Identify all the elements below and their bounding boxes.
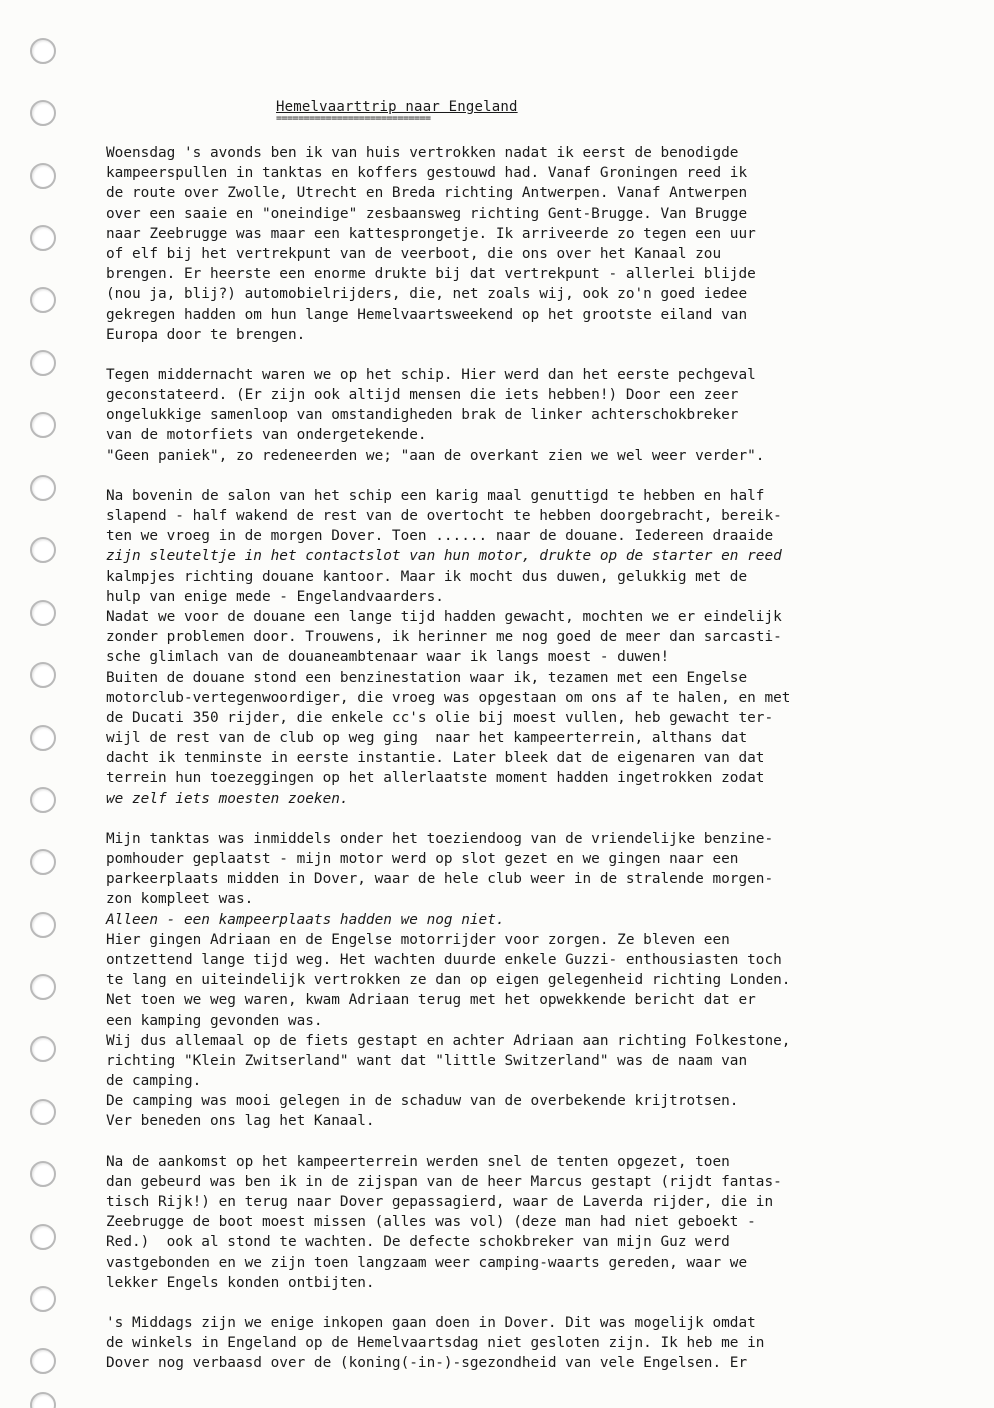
text-line: pomhouder geplaatst - mijn motor werd op slot gezet en we gingen naar een	[106, 851, 739, 867]
paragraph-gap	[106, 809, 946, 829]
paragraph	[106, 1313, 946, 1374]
binder-hole	[30, 1348, 56, 1374]
text-line: we zelf iets moesten zoeken.	[106, 790, 349, 807]
text-line: de winkels in Engeland op de Hemelvaartsdag niet gesloten zijn. Ik heb me in	[106, 1335, 765, 1352]
binder-hole	[30, 600, 56, 626]
text-line: sche glimlach van de douaneambtenaar waar ik langs moest - duwen!	[106, 649, 670, 666]
paragraph	[106, 486, 946, 809]
text-line: lekker Engels konden ontbijten.	[106, 1274, 375, 1291]
text-line: of elf bij het vertrekpunt van de veerboot, die ons over het Kanaal zou	[106, 245, 722, 262]
title-underline: ============================	[276, 113, 431, 124]
binder-hole	[30, 225, 56, 251]
text-line: Europa door te brengen.	[106, 326, 306, 343]
binder-hole	[30, 38, 56, 64]
text-line: terrein hun toezeggingen op het allerlaatste moment hadden ingetrokken zodat	[106, 770, 765, 787]
binder-hole	[30, 1392, 56, 1408]
text-line: geconstateerd. (Er zijn ook altijd mensen die iets hebben!) Door een zeer	[106, 387, 739, 404]
binder-hole	[30, 475, 56, 501]
paragraph-gap	[106, 345, 946, 365]
text-line: gekregen hadden om hun lange Hemelvaartsweekend op het grootste eiland van	[106, 306, 748, 323]
text-line: Na bovenin de salon van het schip een karig maal genuttigd te hebben en half	[106, 487, 765, 504]
binder-hole	[30, 1161, 56, 1187]
text-line: slapend - half wakend de rest van de overtocht te hebben doorgebracht, bereik-	[106, 508, 782, 524]
text-line: brengen. Er heerste een enorme drukte bij dat vertrekpunt - allerlei blijde	[106, 266, 756, 283]
text-line: Red.) ook al stond te wachten. De defecte schokbreker van mijn Guz werd	[106, 1234, 730, 1251]
paragraph-gap	[106, 1293, 946, 1313]
text-line: de Ducati 350 rijder, die enkele cc's olie bij moest vullen, heb gewacht ter-	[106, 709, 774, 726]
paragraph	[106, 365, 946, 466]
text-line: de route over Zwolle, Utrecht en Breda richting Antwerpen. Vanaf Antwerpen	[106, 185, 748, 202]
paragraph-gap	[106, 466, 946, 486]
text-line: "Geen paniek", zo redeneerden we; "aan de overkant zien we wel weer verder".	[106, 447, 765, 464]
text-line: een kamping gevonden was.	[106, 1012, 323, 1029]
text-line: richting "Klein Zwitserland" want dat "little Switzerland" was de naam van	[106, 1052, 748, 1069]
text-line: Hier gingen Adriaan en de Engelse motorrijder voor zorgen. Ze bleven een	[106, 931, 730, 948]
binder-hole	[30, 725, 56, 751]
binder-hole	[30, 787, 56, 813]
text-line: wijl de rest van de club op weg ging naar het kampeerterrein, althans dat	[106, 730, 748, 747]
text-line: Nadat we voor de douane een lange tijd hadden gewacht, mochten we er eindelijk	[106, 608, 782, 625]
text-line: zonder problemen door. Trouwens, ik herinner me nog goed de meer dan sarcasti-	[106, 629, 782, 646]
text-line: Woensdag 's avonds ben ik van huis vertrokken nadat ik eerst de benodigde	[106, 145, 739, 161]
paragraph	[106, 829, 946, 1132]
binder-hole	[30, 100, 56, 126]
paragraph-gap	[106, 1132, 946, 1152]
paragraph	[106, 1152, 946, 1293]
text-line: dan gebeurd was ben ik in de zijspan van de heer Marcus gestapt (rijdt fantas-	[106, 1173, 782, 1190]
text-line: (nou ja, blij?) automobielrijders, die, net zoals wij, ook zo'n goed iedee	[106, 286, 748, 303]
text-line: dacht ik tenminste in eerste instantie. Later bleek dat de eigenaren van dat	[106, 750, 765, 767]
binder-hole	[30, 287, 56, 313]
binder-hole	[30, 412, 56, 438]
binder-hole	[30, 912, 56, 938]
text-line: over een saaie en "oneindige" zesbaansweg richting Gent-Brugge. Van Brugge	[106, 205, 748, 222]
text-line: Mijn tanktas was inmiddels onder het toeziendoog van de vriendelijke benzine-	[106, 830, 774, 847]
text-line: Na de aankomst op het kampeerterrein werden snel de tenten opgezet, toen	[106, 1153, 730, 1170]
text-line: ontzettend lange tijd weg. Het wachten duurde enkele Guzzi- enthousiasten toch	[106, 951, 782, 968]
text-line: kalmpjes richting douane kantoor. Maar ik mocht dus duwen, gelukkig met de	[106, 568, 748, 585]
binder-hole	[30, 1286, 56, 1312]
text-line: Ver beneden ons lag het Kanaal.	[106, 1113, 375, 1130]
text-line: motorclub-vertegenwoordiger, die vroeg was opgestaan om ons af te halen, en met	[106, 689, 791, 706]
text-line: te lang en uiteindelijk vertrokken ze dan op eigen gelegenheid richting Londen.	[106, 972, 791, 989]
text-line: Buiten de douane stond een benzinestation waar ik, tezamen met een Engelse	[106, 669, 748, 686]
binder-hole	[30, 163, 56, 189]
text-line: zijn sleuteltje in het contactslot van hun motor, drukte op de starter en reed	[106, 548, 782, 565]
text-line: de camping.	[106, 1073, 202, 1090]
binder-hole	[30, 350, 56, 376]
text-line: Alleen - een kampeerplaats hadden we nog niet.	[106, 911, 505, 928]
text-line: 's Middags zijn we enige inkopen gaan doen in Dover. Dit was mogelijk omdat	[106, 1314, 756, 1331]
binder-hole	[30, 1224, 56, 1250]
document-title: Hemelvaarttrip naar Engeland	[276, 99, 518, 115]
text-line: vastgebonden en we zijn toen langzaam weer camping-waarts gereden, waar we	[106, 1254, 748, 1271]
text-line: tisch Rijk!) en terug naar Dover gepassagierd, waar de Laverda rijder, die in	[106, 1194, 774, 1210]
document-body	[106, 143, 946, 1374]
binder-hole	[30, 849, 56, 875]
text-line: Dover nog verbaasd over de (koning(-in-)-sgezondheid van vele Engelsen. Er	[106, 1355, 748, 1372]
text-line: De camping was mooi gelegen in de schaduw van de overbekende krijtrotsen.	[106, 1093, 739, 1110]
text-line: Net toen we weg waren, kwam Adriaan terug met het opwekkende bericht dat er	[106, 992, 756, 1009]
binder-hole	[30, 1036, 56, 1062]
text-line: ongelukkige samenloop van omstandigheden brak de linker achterschokbreker	[106, 407, 739, 424]
paragraph	[106, 143, 946, 345]
text-line: hulp van enige mede - Engelandvaarders.	[106, 588, 444, 605]
text-line: kampeerspullen in tanktas en koffers gestouwd had. Vanaf Groningen reed ik	[106, 165, 748, 182]
text-line: naar Zeebrugge was maar een kattesprongetje. Ik arriveerde zo tegen een uur	[106, 225, 756, 242]
binder-hole	[30, 662, 56, 688]
text-line: parkeerplaats midden in Dover, waar de hele club weer in de stralende morgen-	[106, 871, 774, 888]
text-line: zon kompleet was.	[106, 891, 254, 908]
binder-hole	[30, 537, 56, 563]
text-line: ten we vroeg in de morgen Dover. Toen ...... naar de douane. Iedereen draaide	[106, 528, 774, 545]
text-line: Wij dus allemaal op de fiets gestapt en achter Adriaan aan richting Folkestone,	[106, 1032, 791, 1049]
text-line: Tegen middernacht waren we op het schip. Hier werd dan het eerste pechgeval	[106, 366, 756, 383]
binder-holes	[0, 0, 80, 1408]
binder-hole	[30, 974, 56, 1000]
binder-hole	[30, 1099, 56, 1125]
text-line: van de motorfiets van ondergetekende.	[106, 427, 427, 444]
text-line: Zeebrugge de boot moest missen (alles was vol) (deze man had niet geboekt -	[106, 1214, 756, 1231]
